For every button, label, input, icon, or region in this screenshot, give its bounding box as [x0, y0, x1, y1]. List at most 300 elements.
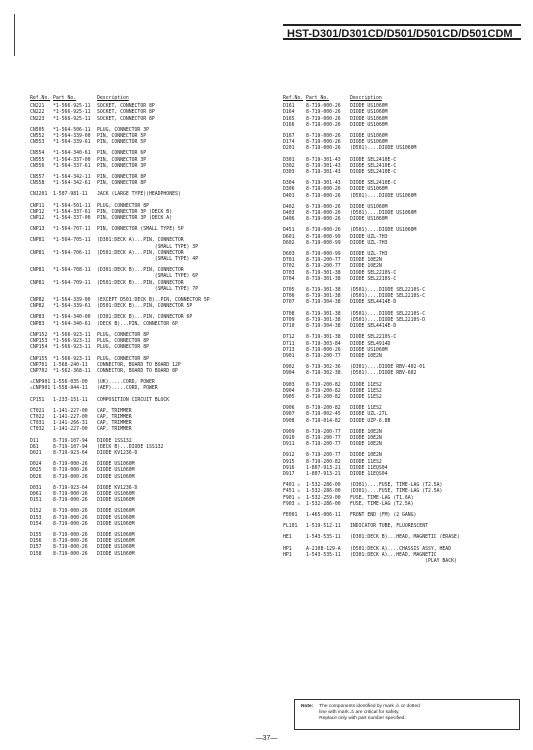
- part-no-cell: 8-719-200-77: [306, 429, 341, 435]
- ref-no-cell: D707: [283, 300, 295, 306]
- ref-no-cell: D406: [283, 217, 295, 223]
- part-no-cell: 8-719-200-82: [306, 388, 341, 394]
- ref-no-cell: D155: [30, 532, 42, 538]
- description-cell: DIODE UZP-6.8B: [350, 418, 391, 424]
- part-no-cell: *1-566-923-11: [53, 339, 91, 345]
- table-row: [283, 442, 523, 448]
- description-cell: DIODE 11EQS04: [350, 465, 388, 471]
- ref-no-cell: HP1: [283, 552, 292, 558]
- description-cell: (SMALL TYPE) 6P: [97, 274, 199, 280]
- part-no-cell: 8-719-301-38: [306, 294, 341, 300]
- part-no-cell: *1-564-337-00: [53, 216, 91, 222]
- table-row: [30, 164, 270, 170]
- part-no-header: Part No.: [53, 96, 77, 101]
- part-no-cell: *1-564-340-00: [53, 315, 91, 321]
- part-no-cell: 8-719-000-26: [306, 140, 341, 146]
- ref-no-cell: D601: [283, 234, 295, 240]
- ref-no-cell: CN554: [30, 151, 45, 157]
- part-no-cell: 8-719-301-38: [306, 270, 341, 276]
- part-no-cell: *1-564-501-11: [53, 203, 91, 209]
- description-cell: DIODE UZL-27L: [350, 412, 388, 418]
- part-no-cell: 1-532-259-00: [306, 495, 341, 501]
- table-row: [30, 117, 270, 123]
- parts-list-right: [283, 96, 523, 565]
- description-cell: (D501:DECK B)...PIN, CONNECTOR 5P: [97, 304, 193, 310]
- description-cell: (D301:DECK B)...HEAD, MAGNETIC (ERASE): [350, 535, 460, 541]
- part-no-cell: 8-719-301-43: [306, 181, 341, 187]
- ref-no-cell: CT022: [30, 414, 45, 420]
- table-row: [283, 559, 523, 565]
- part-no-cell: 1-558-944-11: [53, 386, 88, 392]
- part-no-cell: 1-465-006-11: [306, 512, 341, 518]
- part-no-cell: 1-141-227-00: [53, 414, 88, 420]
- part-no-cell: [306, 559, 350, 565]
- part-no-cell: *1-566-923-11: [53, 332, 91, 338]
- description-cell: PIN, CONNECTOR 8P: [97, 175, 147, 181]
- ref-no-cell: D713: [283, 347, 295, 353]
- ref-no-cell: CN555: [30, 157, 45, 163]
- part-no-cell: 8-719-200-77: [306, 353, 341, 359]
- part-no-cell: 1-507-981-11: [53, 192, 88, 198]
- part-no-cell: 8-719-000-26: [53, 509, 88, 515]
- ref-no-cell: D165: [283, 116, 295, 122]
- description-cell: DIODE US1060M: [97, 491, 135, 497]
- ref-no-cell: D021: [30, 450, 42, 456]
- part-no-cell: 8-719-000-26: [306, 217, 341, 223]
- ref-no-cell: CNP81: [30, 268, 45, 274]
- description-cell: DIODE 11ES2: [350, 382, 382, 388]
- description-cell: (D501)....DIODE SEL2210S-C: [350, 288, 426, 294]
- ref-no-cell: CNP83: [30, 321, 45, 327]
- ref-no-cell: D712: [283, 335, 295, 341]
- table-row: [283, 502, 523, 508]
- ref-no-cell: CN221: [30, 104, 45, 110]
- ref-no-cell: D154: [30, 521, 42, 527]
- description-cell: PIN, CONNECTOR 3P: [97, 157, 147, 163]
- part-no-cell: *1-564-506-11: [53, 127, 91, 133]
- table-row: [30, 257, 270, 263]
- part-no-cell: *1-566-925-11: [53, 110, 91, 116]
- ref-no-cell: D705: [283, 288, 295, 294]
- ref-no-cell: D81: [30, 444, 39, 450]
- description-cell: DIODE 10E2N: [350, 442, 382, 448]
- part-no-cell: *1-564-337-61: [53, 209, 91, 215]
- ref-no-cell: CNP152: [30, 332, 48, 338]
- ref-no-cell: CNP11: [30, 203, 45, 209]
- ref-no-cell: D025: [30, 468, 42, 474]
- ref-no-cell: CN223: [30, 116, 45, 122]
- table-row: [30, 475, 270, 481]
- part-no-cell: 8-719-000-26: [306, 134, 341, 140]
- part-no-cell: 8-719-000-26: [306, 228, 341, 234]
- description-cell: (D301:DECK A)...PIN, CONNECTOR: [97, 238, 184, 244]
- ref-no-cell: CNJ201: [30, 192, 48, 198]
- part-no-cell: *1-564-337-00: [53, 157, 91, 163]
- ref-no-cell: D909: [283, 429, 295, 435]
- description-cell: (D501)....DIODE SEL2210S-D: [350, 317, 426, 323]
- table-row: [283, 472, 523, 478]
- part-no-cell: *1-564-342-61: [53, 181, 91, 187]
- part-no-cell: 8-719-000-26: [53, 545, 88, 551]
- description-cell: PIN, CONNECTOR 3P (DECK B): [97, 209, 173, 215]
- table-row: [30, 216, 270, 222]
- ref-no-cell: D706: [283, 294, 295, 300]
- ref-no-cell: D905: [283, 394, 295, 400]
- ref-no-cell: D026: [30, 474, 42, 480]
- ref-no-cell: CNP13: [30, 227, 45, 233]
- description-cell: (D501)....DIODE US1060M: [350, 193, 417, 199]
- ref-no-cell: D912: [283, 453, 295, 459]
- ref-no-cell: D402: [283, 204, 295, 210]
- part-no-cell: 8-719-000-99: [306, 234, 341, 240]
- description-cell: PLUG, CONNECTOR 3P: [97, 127, 149, 133]
- part-no-cell: 8-719-000-26: [53, 532, 88, 538]
- ref-no-cell: F903 ⚠: [283, 501, 301, 507]
- part-no-cell: 8-719-200-82: [306, 459, 341, 465]
- description-cell: (D301)....DIODE RBV-402-01: [350, 365, 426, 371]
- ref-no-cell: CN556: [30, 163, 45, 169]
- ref-no-cell: CT021: [30, 408, 45, 414]
- description-cell: DIODE US1060M: [350, 347, 388, 353]
- part-no-cell: 1-543-535-11: [306, 535, 341, 541]
- ref-no-cell: D907: [283, 412, 295, 418]
- ref-no-header: Ref.No.: [30, 96, 51, 101]
- table-row: [30, 227, 270, 233]
- part-no-cell: 8-719-000-26: [53, 462, 88, 468]
- ref-no-cell: CN558: [30, 181, 45, 187]
- table-row: [30, 181, 270, 187]
- part-no-header: Part No.: [306, 96, 330, 101]
- description-cell: DIODE US1060M: [350, 204, 388, 210]
- description-cell: DIODE SEL2410E-C: [350, 157, 397, 163]
- part-no-cell: *1-566-925-11: [53, 116, 91, 122]
- description-cell: INDICATOR TUBE, FLUORESCENT: [350, 524, 428, 530]
- ref-no-cell: D403: [283, 211, 295, 217]
- description-cell: DIODE US1060M: [97, 545, 135, 551]
- table-row: [283, 513, 523, 519]
- table-row: [283, 524, 523, 530]
- ref-no-cell: CN505: [30, 127, 45, 133]
- part-no-cell: 8-719-014-82: [306, 418, 341, 424]
- description-cell: PIN, CONNECTOR (SMALL TYPE) 5P: [97, 227, 184, 233]
- description-cell: PIN, CONNECTOR 5P: [97, 140, 147, 146]
- part-no-cell: 8-719-302-36: [306, 365, 341, 371]
- part-no-cell: 8-719-000-26: [306, 204, 341, 210]
- description-cell: (D301:DECK B)...PIN, CONNECTOR: [97, 268, 184, 274]
- part-no-cell: 8-719-303-84: [306, 341, 341, 347]
- ref-no-cell: D167: [283, 134, 295, 140]
- part-no-cell: 8-719-000-26: [53, 539, 88, 545]
- ref-no-cell: CN552: [30, 134, 45, 140]
- ref-no-cell: CNP81: [30, 238, 45, 244]
- ref-no-cell: CNP81: [30, 250, 45, 256]
- description-cell: (D301)....FUSE, TIME-LAG (T2.5A): [350, 483, 443, 489]
- ref-no-cell: D401: [283, 193, 295, 199]
- description-cell: DIODE 11ES2: [350, 388, 382, 394]
- table-row: [283, 123, 523, 129]
- ref-no-cell: D301: [283, 157, 295, 163]
- part-no-cell: 8-719-301-43: [306, 157, 341, 163]
- description-cell: DIODE SEL4414E-D: [350, 324, 397, 330]
- part-no-cell: 8-719-301-43: [306, 163, 341, 169]
- part-no-cell: 8-719-200-82: [306, 382, 341, 388]
- description-cell: DIODE SEL4914D: [350, 341, 391, 347]
- ref-no-cell: D916: [283, 465, 295, 471]
- part-no-cell: 1-568-240-11: [53, 362, 88, 368]
- ref-no-cell: D603: [283, 252, 295, 258]
- ref-no-cell: D166: [283, 122, 295, 128]
- description-cell: (UK).....CORD, POWER: [97, 380, 155, 386]
- description-cell: DIODE SEL2410E-C: [350, 181, 397, 187]
- part-no-cell: *1-564-339-61: [53, 140, 91, 146]
- description-cell: DIODE US1060M: [97, 532, 135, 538]
- description-cell: DIODE 11ES2: [350, 459, 382, 465]
- description-cell: DIODE KV1236-D: [97, 485, 138, 491]
- description-cell: DIODE SEL4414E-D: [350, 300, 397, 306]
- table-row: [283, 300, 523, 306]
- part-no-cell: 8-719-000-26: [53, 498, 88, 504]
- description-cell: DIODE US1060M: [97, 551, 135, 557]
- part-no-cell: 8-719-000-26: [306, 347, 341, 353]
- parts-list-left: [30, 96, 270, 558]
- table-row: [30, 322, 270, 328]
- description-cell: FUSE, TIME-LAG (T1.6A): [350, 495, 414, 501]
- ref-no-cell: CNP83: [30, 315, 45, 321]
- ref-no-cell: D174: [283, 140, 295, 146]
- ref-no-cell: CNP81: [30, 280, 45, 286]
- ref-no-cell: D201: [283, 146, 295, 152]
- part-no-cell: 8-719-002-45: [306, 412, 341, 418]
- ref-no-cell: CNP701: [30, 362, 48, 368]
- part-no-cell: *1-566-923-11: [53, 345, 91, 351]
- part-no-cell: 8-719-200-82: [306, 406, 341, 412]
- ref-no-cell: ⚠CNP901: [30, 386, 51, 392]
- ref-no-cell: D915: [283, 459, 295, 465]
- part-no-cell: 1-141-266-31: [53, 421, 88, 427]
- description-cell: PIN, CONNECTOR 6P: [97, 151, 147, 157]
- description-cell: PLUG, CONNECTOR 8P: [97, 345, 149, 351]
- ref-no-cell: D024: [30, 462, 42, 468]
- ref-no-cell: D164: [283, 110, 295, 116]
- part-no-cell: 8-719-000-26: [53, 551, 88, 557]
- ref-no-cell: D704: [283, 276, 295, 282]
- part-no-cell: 8-719-304-38: [306, 324, 341, 330]
- ref-no-cell: FE001: [283, 512, 298, 518]
- ref-no-cell: D902: [283, 365, 295, 371]
- table-row: [30, 287, 270, 293]
- description-cell: DIODE 11EQS04: [350, 471, 388, 477]
- part-no-cell: 8-719-000-99: [306, 240, 341, 246]
- description-cell: (D501)....DIODE SEL2210S-C: [350, 294, 426, 300]
- ref-no-cell: CNP82: [30, 304, 45, 310]
- description-cell: DIODE US1060M: [350, 187, 388, 193]
- description-cell: FUSE, TIME-LAG (T2.5A): [350, 501, 414, 507]
- ref-no-cell: D903: [283, 382, 295, 388]
- part-no-cell: *1-562-368-11: [53, 368, 91, 374]
- description-cell: DIODE SEL2210S-C: [350, 270, 397, 276]
- description-cell: (D501)....DIODE US1060M: [350, 146, 417, 152]
- part-no-cell: *1-564-340-61: [53, 321, 91, 327]
- table-row: [283, 217, 523, 223]
- description-cell: PLUG, CONNECTOR 8P: [97, 332, 149, 338]
- description-cell: DIODE US1060M: [350, 134, 388, 140]
- ref-no-cell: D901: [283, 353, 295, 359]
- part-no-cell: 8-719-200-77: [306, 264, 341, 270]
- description-cell: SOCKET, CONNECTOR 8P: [97, 104, 155, 110]
- part-no-cell: 1-556-035-00: [53, 380, 88, 386]
- description-cell: PIN, CONNECTOR 5P: [97, 134, 147, 140]
- description-cell: DIODE KV1236-D: [97, 450, 138, 456]
- part-no-cell: 8-719-302-38: [306, 371, 341, 377]
- part-no-cell: 8-719-000-26: [306, 104, 341, 110]
- table-row: [30, 522, 270, 528]
- ref-no-cell: HP1: [283, 546, 292, 552]
- table-row: [283, 371, 523, 377]
- ref-no-cell: CN553: [30, 140, 45, 146]
- table-row: [283, 354, 523, 360]
- ref-no-cell: D703: [283, 270, 295, 276]
- part-no-cell: 8-719-000-26: [53, 515, 88, 521]
- parts-list-left-body: [30, 104, 270, 558]
- ref-no-cell: D710: [283, 324, 295, 330]
- part-no-cell: 1-532-286-00: [306, 483, 341, 489]
- description-cell: DIODE US1060M: [350, 140, 388, 146]
- column-header: [283, 96, 523, 102]
- part-no-cell: A-2108-129-A: [306, 546, 341, 552]
- table-row: [283, 324, 523, 330]
- ref-no-cell: D302: [283, 163, 295, 169]
- description-cell: PLUG, CONNECTOR 8P: [97, 339, 149, 345]
- ref-no-cell: D031: [30, 485, 42, 491]
- part-no-cell: 8-719-301-38: [306, 276, 341, 282]
- description-cell: PLUG, CONNECTOR 8P: [97, 356, 149, 362]
- description-cell: (D501)....DIODE US1060M: [350, 228, 417, 234]
- description-cell: DIODE 10E2N: [350, 435, 382, 441]
- ref-no-cell: D151: [30, 498, 42, 504]
- table-row: [30, 345, 270, 351]
- description-cell: (D501)....DIODE US1060M: [350, 211, 417, 217]
- ref-no-cell: D156: [30, 539, 42, 545]
- ref-no-cell: CT031: [30, 421, 45, 427]
- description-cell: (D501:DECK A)...PIN, CONNECTOR: [97, 250, 184, 256]
- part-no-cell: *1-564-707-11: [53, 227, 91, 233]
- table-row: [30, 552, 270, 558]
- ref-no-cell: D910: [283, 435, 295, 441]
- description-cell: FRONT END (FM) (2 GANG): [350, 512, 417, 518]
- part-no-cell: *1-566-925-11: [53, 104, 91, 110]
- description-cell: (D501)....DIODE SEL2210S-C: [350, 311, 426, 317]
- description-cell: (D301:DECK A)...HEAD, MAGNETIC: [350, 552, 437, 558]
- description-header: Description: [350, 96, 382, 101]
- part-no-cell: 8-719-000-26: [306, 122, 341, 128]
- ref-no-cell: CP151: [30, 397, 45, 403]
- ref-no-cell: D061: [30, 491, 42, 497]
- part-no-cell: 1-233-151-11: [53, 397, 88, 403]
- description-cell: DIODE US1060M: [350, 217, 388, 223]
- description-cell: DIODE US1060M: [97, 515, 135, 521]
- ref-no-cell: D303: [283, 170, 295, 176]
- description-cell: (SMALL TYPE) 7P: [97, 286, 199, 292]
- description-cell: CAP, TRIMMER: [97, 427, 132, 433]
- table-row: [283, 535, 523, 541]
- ref-no-cell: ⚠CNP901: [30, 380, 51, 386]
- description-cell: (D301)....FUSE, TIME-LAG (T2.5A): [350, 489, 443, 495]
- description-cell: (EXCEPT D501:DECK B)..PIN, CONNECTOR 5P: [97, 298, 210, 304]
- part-no-cell: [53, 287, 97, 293]
- part-no-cell: 8-719-301-38: [306, 288, 341, 294]
- description-cell: DIODE US1060M: [97, 468, 135, 474]
- part-no-cell: 1-519-512-11: [306, 524, 341, 530]
- part-no-cell: 8-719-301-38: [306, 317, 341, 323]
- description-cell: JACK (LARGE TYPE)(HEADPHONES): [97, 192, 181, 198]
- part-no-cell: 8-719-000-26: [306, 187, 341, 193]
- ref-no-cell: D158: [30, 551, 42, 557]
- description-cell: (SMALL TYPE) 3P: [97, 244, 199, 250]
- part-no-cell: [53, 257, 97, 263]
- part-no-cell: *1-564-342-11: [53, 175, 91, 181]
- table-row: [283, 241, 523, 247]
- page-number: —37—: [255, 735, 278, 742]
- part-no-cell: 8-719-000-26: [306, 110, 341, 116]
- table-row: [30, 427, 270, 433]
- ref-no-cell: CNP12: [30, 216, 45, 222]
- table-row: [30, 386, 270, 392]
- part-no-cell: 8-719-304-38: [306, 300, 341, 306]
- ref-no-cell: D702: [283, 264, 295, 270]
- part-no-cell: *1-564-706-11: [53, 250, 91, 256]
- part-no-cell: 8-719-200-77: [306, 435, 341, 441]
- part-no-cell: 8-719-000-26: [53, 468, 88, 474]
- description-cell: SOCKET, CONNECTOR 8P: [97, 116, 155, 122]
- description-cell: DIODE 10E2N: [350, 429, 382, 435]
- ref-no-cell: D451: [283, 228, 295, 234]
- part-no-cell: 8-719-200-77: [306, 258, 341, 264]
- description-cell: DIODE US1060M: [97, 521, 135, 527]
- description-cell: (DECK B)...PIN, CONNECTOR 6P: [97, 321, 178, 327]
- description-cell: DIODE US1060M: [97, 462, 135, 468]
- part-no-cell: 8-719-200-77: [306, 453, 341, 459]
- column-header: [30, 96, 270, 102]
- table-row: [30, 398, 270, 404]
- part-no-cell: *1-564-340-61: [53, 151, 91, 157]
- ref-no-cell: CNP12: [30, 209, 45, 215]
- ref-no-cell: CNP154: [30, 345, 48, 351]
- description-cell: DIODE US1060M: [350, 122, 388, 128]
- part-no-cell: 1-532-286-00: [306, 501, 341, 507]
- part-no-cell: 1-807-913-21: [306, 465, 341, 471]
- ref-no-cell: D917: [283, 471, 295, 477]
- parts-list-right-body: [283, 104, 523, 565]
- part-no-cell: *1-564-709-11: [53, 280, 91, 286]
- ref-no-cell: D908: [283, 418, 295, 424]
- ref-no-cell: D904: [283, 388, 295, 394]
- ref-no-cell: F401 ⚠: [283, 483, 301, 489]
- ref-no-cell: CNP82: [30, 298, 45, 304]
- part-no-cell: 8-719-000-99: [306, 252, 341, 258]
- description-cell: DIODE US1060M: [97, 509, 135, 515]
- description-cell: DIODE SEL2210S-C: [350, 276, 397, 282]
- description-cell: (DECK B)...DIODE 1SS132: [97, 444, 164, 450]
- table-row: [30, 498, 270, 504]
- part-no-cell: 1-532-286-00: [306, 489, 341, 495]
- part-no-cell: 8-719-301-38: [306, 335, 341, 341]
- description-cell: DIODE US1060M: [97, 474, 135, 480]
- ref-no-cell: [283, 559, 306, 565]
- description-cell: DIODE SEL2210S-C: [350, 335, 397, 341]
- part-no-cell: 1-141-227-00: [53, 408, 88, 414]
- part-no-cell: *1-564-339-61: [53, 304, 91, 310]
- part-no-cell: 8-719-000-26: [53, 491, 88, 497]
